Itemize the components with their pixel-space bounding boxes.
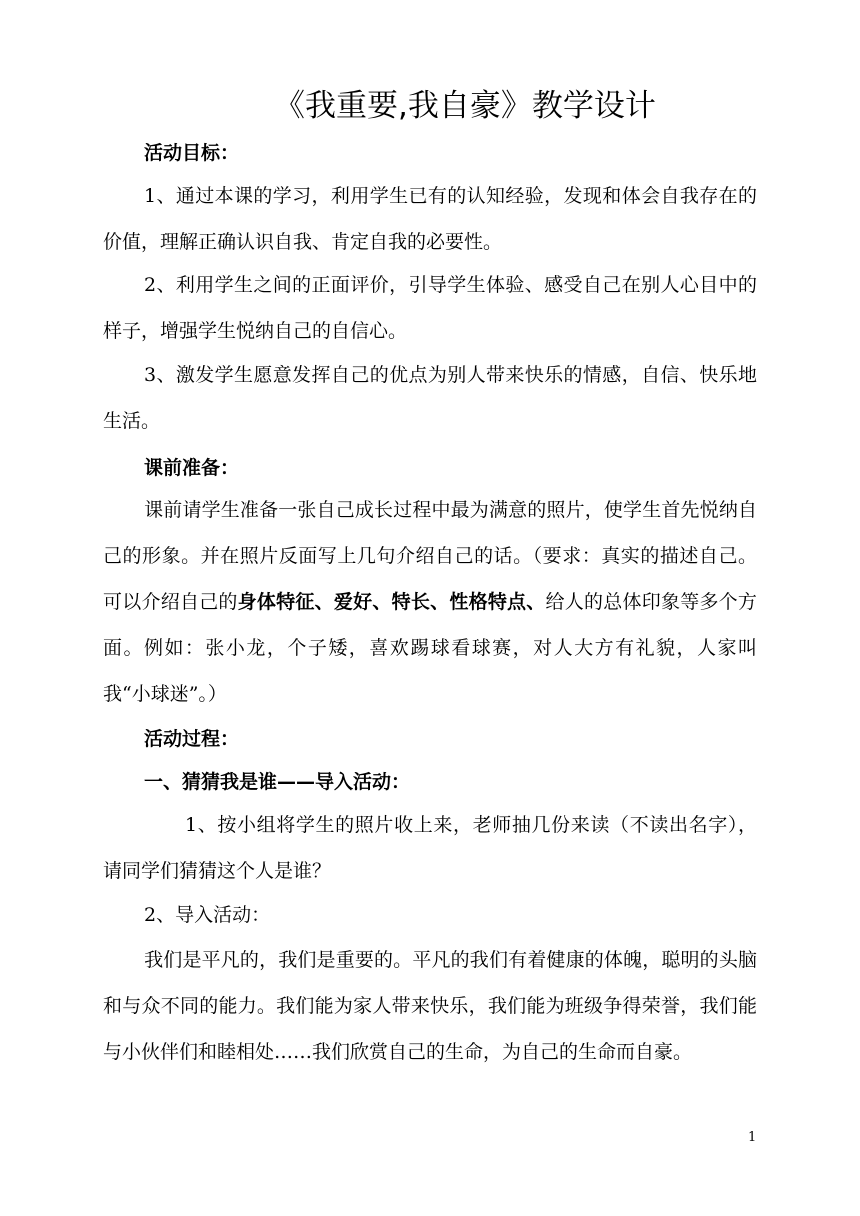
prep-separator-3: 、 <box>430 591 450 613</box>
prep-separator-2: 、 <box>372 591 392 613</box>
intro-paragraph <box>103 937 757 1075</box>
prep-bold-body-features: 身体特征 <box>237 591 315 613</box>
prep-bold-hobbies: 爱好 <box>333 591 373 613</box>
prep-separator-1: 、 <box>314 591 334 613</box>
prep-paragraph <box>103 487 757 717</box>
page-number: 1 <box>748 1130 757 1145</box>
goal-item-2-text: 2、利用学生之间的正面评价，引导学生体验、感受自己在别人心目中的样子，增强学生悦纳自己的自信心。 <box>103 274 757 342</box>
goal-item-1-text: 1、通过本课的学习，利用学生已有的认知经验，发现和体会自我存在的价值，理解正确认识自我、肯定自我的必要性。 <box>103 185 757 253</box>
prep-text-part2: 给人的总体印象等多个方面。例如：张小龙，个子矮，喜欢踢球看球赛，对人大方有礼貌，人家叫我“小球迷”。） <box>103 591 757 705</box>
step-2 <box>103 892 757 938</box>
goal-item-3 <box>103 352 757 444</box>
step-1 <box>103 802 757 894</box>
part1-heading: 一、猜猜我是谁——导入活动： <box>144 771 411 793</box>
prep-heading: 课前准备： <box>144 457 240 479</box>
process-heading: 活动过程： <box>144 728 240 750</box>
goal-item-1 <box>103 173 757 265</box>
step-1-text: 1、按小组将学生的照片收上来，老师抽几份来读（不读出名字），请同学们猜猜这个人是谁？ <box>103 814 757 882</box>
step-2-text: 2、导入活动： <box>144 904 271 926</box>
prep-bold-talents: 特长 <box>391 591 431 613</box>
prep-bold-personality: 性格特点 <box>449 591 527 613</box>
prep-separator-4: 、 <box>526 591 546 613</box>
goal-item-3-text: 3、激发学生愿意发挥自己的优点为别人带来快乐的情感，自信、快乐地生活。 <box>103 364 757 432</box>
intro-text: 我们是平凡的，我们是重要的。平凡的我们有着健康的体魄，聪明的头脑和与众不同的能力。我们能为家人带来快乐，我们能为班级争得荣誉，我们能与小伙伴们和睦相处……我们欣赏自己的生命，为自己的生命而自豪。 <box>103 949 757 1063</box>
document-title: 《我重要,我自豪》教学设计 <box>274 88 656 124</box>
goals-heading: 活动目标： <box>144 142 240 164</box>
goal-item-2 <box>103 262 757 354</box>
prep-text-part1: 课前请学生准备一张自己成长过程中最为满意的照片，使学生首先悦纳自己的形象。并在照片反面写上几句介绍自己的话。（要求：真实的描述自己。可以介绍自己的 <box>103 499 757 613</box>
